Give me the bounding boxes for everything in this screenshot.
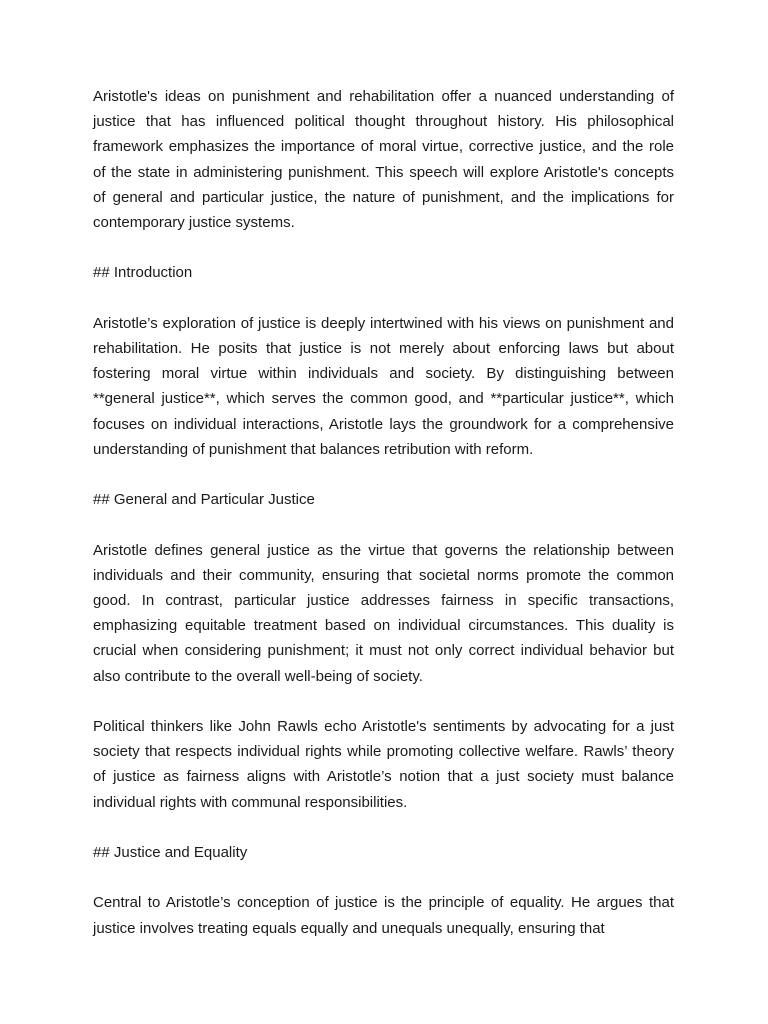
heading-introduction: ## Introduction <box>93 264 193 282</box>
document-page <box>93 84 674 966</box>
paragraph-introduction: Aristotle’s exploration of justice is deeply intertwined with his views on punishment and rehabilitation. He posits that justice is not merely about enforcing laws but about fostering moral virtue within individuals and society. By distinguishing between **general justice**, which serves the common good, and **particular justice**, which focuses on individual interactions, Aristotle lays the groundwork for a comprehensive understanding of punishment that balances retribution with reform. <box>93 314 674 458</box>
paragraph-equality: Central to Aristotle’s conception of justice is the principle of equality. He argues that justice involves treating equals equally and unequals unequally, ensuring that <box>93 894 674 937</box>
paragraph-rawls: Political thinkers like John Rawls echo Aristotle's sentiments by advocating for a just society that respects individual rights while promoting collective welfare. Rawls’ theory of justice as fairness aligns with Aristotle’s notion that a just society must balance individual rights with communal responsibilities. <box>93 718 674 811</box>
paragraph-general-justice: Aristotle defines general justice as the virtue that governs the relationship between individuals and their community, ensuring that societal norms promote the common good. In contrast, particular justice addresses fairness in specific transactions, emphasizing equitable treatment based on individual circumstances. This duality is crucial when considering punishment; it must not only correct individual behavior but also contribute to the overall well-being of society. <box>93 541 674 685</box>
paragraph-opening: Aristotle's ideas on punishment and rehabilitation offer a nuanced understanding of justice that has influenced political thought throughout history. His philosophical framework emphasizes the importance of moral virtue, corrective justice, and the role of the state in administering punishment. This speech will explore Aristotle's concepts of general and particular justice, the nature of punishment, and the implications for contemporary justice systems. <box>93 88 674 232</box>
heading-general-particular-justice: ## General and Particular Justice <box>93 491 315 509</box>
heading-justice-equality: ## Justice and Equality <box>93 844 248 861</box>
